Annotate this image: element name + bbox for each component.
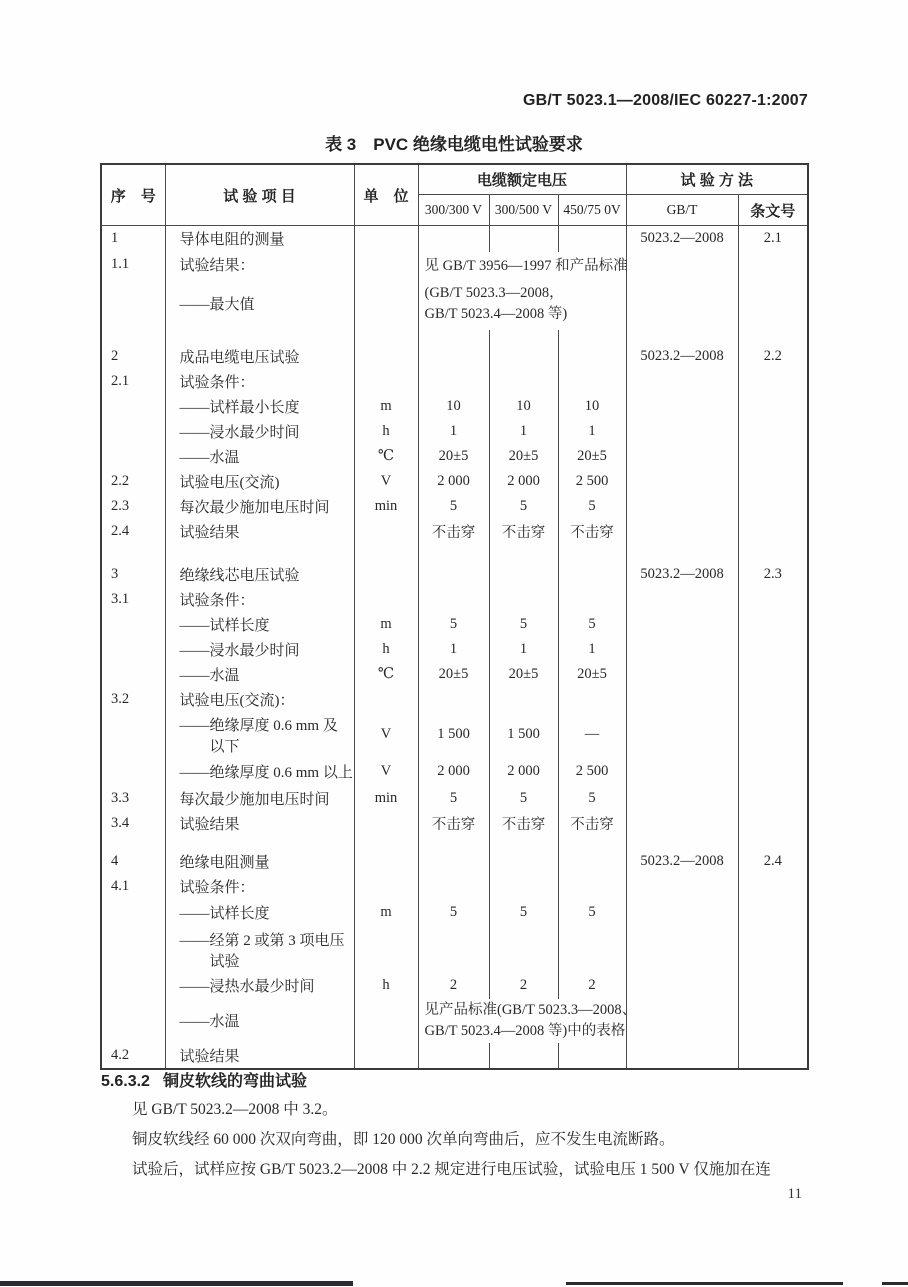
cell-v1: 5 (418, 612, 489, 637)
cell-v1: 2 000 (418, 758, 489, 786)
cell-item: ——浸水最少时间 (165, 419, 354, 444)
col-header-voltage-450-750: 450/75 0V (558, 195, 626, 226)
cell-gbt: 5023.2—2008 (626, 226, 738, 252)
cell-unit (354, 252, 418, 278)
span-line-2: GB/T 5023.4—2008 等)中的表格 (424, 1022, 626, 1039)
cell-gbt: 5023.2—2008 (626, 344, 738, 369)
cell-v3: 2 500 (558, 469, 626, 494)
cell-item (165, 927, 354, 973)
cell-item: 试验结果 (165, 519, 354, 545)
cell-unit: h (354, 637, 418, 662)
col-header-voltage-300-300: 300/300 V (418, 195, 489, 226)
cell-v2: 2 000 (489, 758, 558, 786)
cell-v2: 5 (489, 786, 558, 811)
table-row (101, 612, 808, 637)
cell-v3: 20±5 (558, 444, 626, 469)
cell-item: 试验电压(交流)： (165, 687, 354, 712)
cell-v3: 不击穿 (558, 519, 626, 545)
table-row (101, 562, 808, 587)
cell-v2: 不击穿 (489, 519, 558, 545)
cell-v2: 不击穿 (489, 811, 558, 837)
cell-item: ——水温 (165, 444, 354, 469)
cell-v3: 5 (558, 899, 626, 927)
cell-unit (354, 226, 418, 252)
table-row (101, 344, 808, 369)
table-row (101, 637, 808, 662)
cell-item: ——绝缘厚度 0.6 mm 以上 (165, 758, 354, 786)
cell-v2: 5 (489, 612, 558, 637)
bottom-scan-bar-middle (566, 1282, 843, 1285)
col-header-gbt: GB/T (626, 195, 738, 226)
table-title: 表 3 PVC 绝缘电缆电性试验要求 (325, 135, 583, 154)
col-header-voltage-300-500: 300/500 V (489, 195, 558, 226)
cell-v1: 不击穿 (418, 811, 489, 837)
paragraph: 铜皮软线经 60 000 次双向弯曲，即 120 000 次单向弯曲后，应不发生电流断路。 (132, 1131, 675, 1148)
item-line-1: ——绝缘厚度 0.6 mm 及 (179, 717, 338, 734)
cell-item: ——浸热水最少时间 (165, 973, 354, 999)
table-row (101, 469, 808, 494)
cell-v3 (558, 226, 626, 252)
cell-v1: 1 (418, 637, 489, 662)
cell-v3: 2 (558, 973, 626, 999)
cell-item: ——试样最小长度 (165, 394, 354, 419)
cell-unit: V (354, 469, 418, 494)
bottom-scan-bar-left (0, 1281, 353, 1286)
cell-unit (354, 344, 418, 369)
cell-v3: 1 (558, 419, 626, 444)
cell-v3: 5 (558, 494, 626, 519)
cell-item: 试验结果 (165, 1043, 354, 1069)
cell-v1 (418, 226, 489, 252)
item-line-2: 试验 (209, 953, 240, 970)
cell-clause: 2.2 (763, 347, 782, 364)
cell-item: 试验条件： (165, 587, 354, 612)
cell-v3: 不击穿 (558, 811, 626, 837)
cell-item: 试验条件： (165, 369, 354, 394)
section-heading (101, 1068, 809, 1091)
table-header-row-1 (101, 164, 808, 195)
table-row (101, 687, 808, 712)
table-row (101, 758, 808, 786)
cell-serial: 3.1 (101, 587, 165, 612)
cell-serial: 1.1 (101, 252, 165, 278)
cell-item: 导体电阻的测量 (165, 226, 354, 252)
cell-serial: 1 (101, 226, 165, 252)
cell-voltage-span (418, 278, 626, 330)
cell-gbt: 5023.2—2008 (626, 849, 738, 874)
cell-v3: 5 (558, 786, 626, 811)
cell-serial: 2.1 (101, 369, 165, 394)
span-line-1: 见产品标准(GB/T 5023.3—2008、 (424, 1001, 637, 1018)
cell-item: 试验结果： (165, 252, 354, 278)
cell-unit: min (354, 786, 418, 811)
cell-v2 (489, 226, 558, 252)
cell-v3: — (558, 712, 626, 758)
cell-unit: h (354, 973, 418, 999)
cell-unit: ℃ (354, 444, 418, 469)
col-header-voltage-group: 电缆额定电压 (418, 164, 626, 195)
cell-v1: 20±5 (418, 444, 489, 469)
section-title: 铜皮软线的弯曲试验 (162, 1073, 307, 1090)
cell-v1: 5 (418, 899, 489, 927)
table-row (101, 419, 808, 444)
cell-item (165, 712, 354, 758)
col-header-item: 试 验 项 目 (165, 164, 354, 226)
cell-clause (738, 278, 808, 330)
cell-item: 每次最少施加电压时间 (165, 494, 354, 519)
cell-item: 绝缘线芯电压试验 (165, 562, 354, 587)
table-row (101, 837, 808, 849)
cell-item: ——试样长度 (165, 612, 354, 637)
section-number: 5.6.3.2 (101, 1073, 150, 1090)
cell-serial: 2.4 (101, 519, 165, 545)
cell-v1: 10 (418, 394, 489, 419)
table-row (101, 519, 808, 545)
cell-v3: 20±5 (558, 662, 626, 687)
cell-v3: 2 500 (558, 758, 626, 786)
table-row (101, 444, 808, 469)
cell-v1: 20±5 (418, 662, 489, 687)
cell-serial: 2.2 (101, 469, 165, 494)
cell-clause (738, 252, 808, 278)
cell-serial: 3.4 (101, 811, 165, 837)
cell-v2: 2 000 (489, 469, 558, 494)
cell-gbt (626, 252, 738, 278)
table-row (101, 999, 808, 1043)
bottom-scan-bar-right (882, 1282, 908, 1285)
cell-v1: 不击穿 (418, 519, 489, 545)
cell-v2: 1 500 (489, 712, 558, 758)
cell-serial: 3.2 (101, 687, 165, 712)
cell-serial: 2.3 (101, 494, 165, 519)
cell-serial: 3 (101, 562, 165, 587)
cell-unit: ℃ (354, 662, 418, 687)
table-row (101, 849, 808, 874)
cell-item: 试验结果 (165, 811, 354, 837)
cell-unit: h (354, 419, 418, 444)
col-header-unit: 单 位 (354, 164, 418, 226)
span-line-1: (GB/T 5023.3—2008， (424, 284, 564, 301)
cell-serial: 2 (101, 344, 165, 369)
cell-unit: min (354, 494, 418, 519)
cell-unit: V (354, 712, 418, 758)
item-line-1: ——经第 2 或第 3 项电压 (179, 932, 345, 949)
cell-v1: 5 (418, 494, 489, 519)
table-row (101, 394, 808, 419)
standard-reference: GB/T 5023.1—2008/IEC 60227-1:2007 (523, 92, 808, 109)
paragraph: 见 GB/T 5023.2—2008 中 3.2。 (132, 1101, 338, 1118)
cell-serial: 4.1 (101, 874, 165, 899)
table-row (101, 973, 808, 999)
cell-v1: 2 000 (418, 469, 489, 494)
cell-unit: m (354, 899, 418, 927)
cell-item: 试验电压(交流) (165, 469, 354, 494)
cell-unit: V (354, 758, 418, 786)
cell-item: ——最大值 (165, 278, 354, 330)
cell-v3: 10 (558, 394, 626, 419)
cell-clause: 2.4 (763, 852, 782, 869)
page-number: 11 (787, 1186, 802, 1202)
cell-serial: 3.3 (101, 786, 165, 811)
cell-v3: 5 (558, 612, 626, 637)
table-row (101, 369, 808, 394)
cell-v1: 5 (418, 786, 489, 811)
table-row (101, 712, 808, 758)
cell-serial (101, 278, 165, 330)
cell-unit: m (354, 394, 418, 419)
cell-voltage-span: 见 GB/T 3956—1997 和产品标准 (418, 252, 626, 278)
cell-v2: 5 (489, 899, 558, 927)
cell-serial: 4.2 (101, 1043, 165, 1069)
cell-v3: 1 (558, 637, 626, 662)
table-row (101, 1043, 808, 1069)
col-header-method-group: 试 验 方 法 (626, 164, 808, 195)
table-row (101, 278, 808, 330)
cell-v1: 1 500 (418, 712, 489, 758)
cell-item: ——试样长度 (165, 899, 354, 927)
test-requirements-table (100, 163, 809, 1070)
span-line-2: GB/T 5023.4—2008 等) (424, 305, 568, 322)
table-row (101, 545, 808, 562)
cell-clause: 2.1 (763, 230, 782, 247)
cell-voltage-span (418, 999, 637, 1043)
item-line-2: 以下 (209, 738, 240, 755)
cell-item: ——水温 (165, 662, 354, 687)
cell-v2: 20±5 (489, 662, 558, 687)
cell-item: 每次最少施加电压时间 (165, 786, 354, 811)
cell-v2: 20±5 (489, 444, 558, 469)
table-row (101, 330, 808, 344)
section-5-6-3-2 (101, 1068, 809, 1185)
cell-item: ——浸水最少时间 (165, 637, 354, 662)
cell-item: ——水温 (165, 999, 354, 1043)
cell-v2: 5 (489, 494, 558, 519)
cell-v2: 10 (489, 394, 558, 419)
col-header-clause: 条文号 (738, 195, 808, 226)
cell-v1: 2 (418, 973, 489, 999)
cell-unit: m (354, 612, 418, 637)
table-row (101, 662, 808, 687)
table-row (101, 587, 808, 612)
cell-item: 绝缘电阻测量 (165, 849, 354, 874)
cell-v1: 1 (418, 419, 489, 444)
cell-item: 试验条件： (165, 874, 354, 899)
cell-v2: 2 (489, 973, 558, 999)
cell-item: 成品电缆电压试验 (165, 344, 354, 369)
table-row (101, 252, 808, 278)
cell-v2: 1 (489, 637, 558, 662)
cell-serial: 4 (101, 849, 165, 874)
table-row (101, 494, 808, 519)
col-header-serial: 序 号 (101, 164, 165, 226)
table-row (101, 811, 808, 837)
cell-unit (354, 278, 418, 330)
table-row (101, 899, 808, 927)
table-row (101, 927, 808, 973)
cell-gbt: 5023.2—2008 (626, 562, 738, 587)
table-row (101, 786, 808, 811)
table-row (101, 226, 808, 252)
cell-clause: 2.3 (763, 565, 782, 582)
cell-v2: 1 (489, 419, 558, 444)
table-row (101, 874, 808, 899)
cell-gbt (626, 278, 738, 330)
paragraph: 试验后，试样应按 GB/T 5023.2—2008 中 2.2 规定进行电压试验，试验电压 1 500 V 仅施加在连 (132, 1161, 771, 1178)
